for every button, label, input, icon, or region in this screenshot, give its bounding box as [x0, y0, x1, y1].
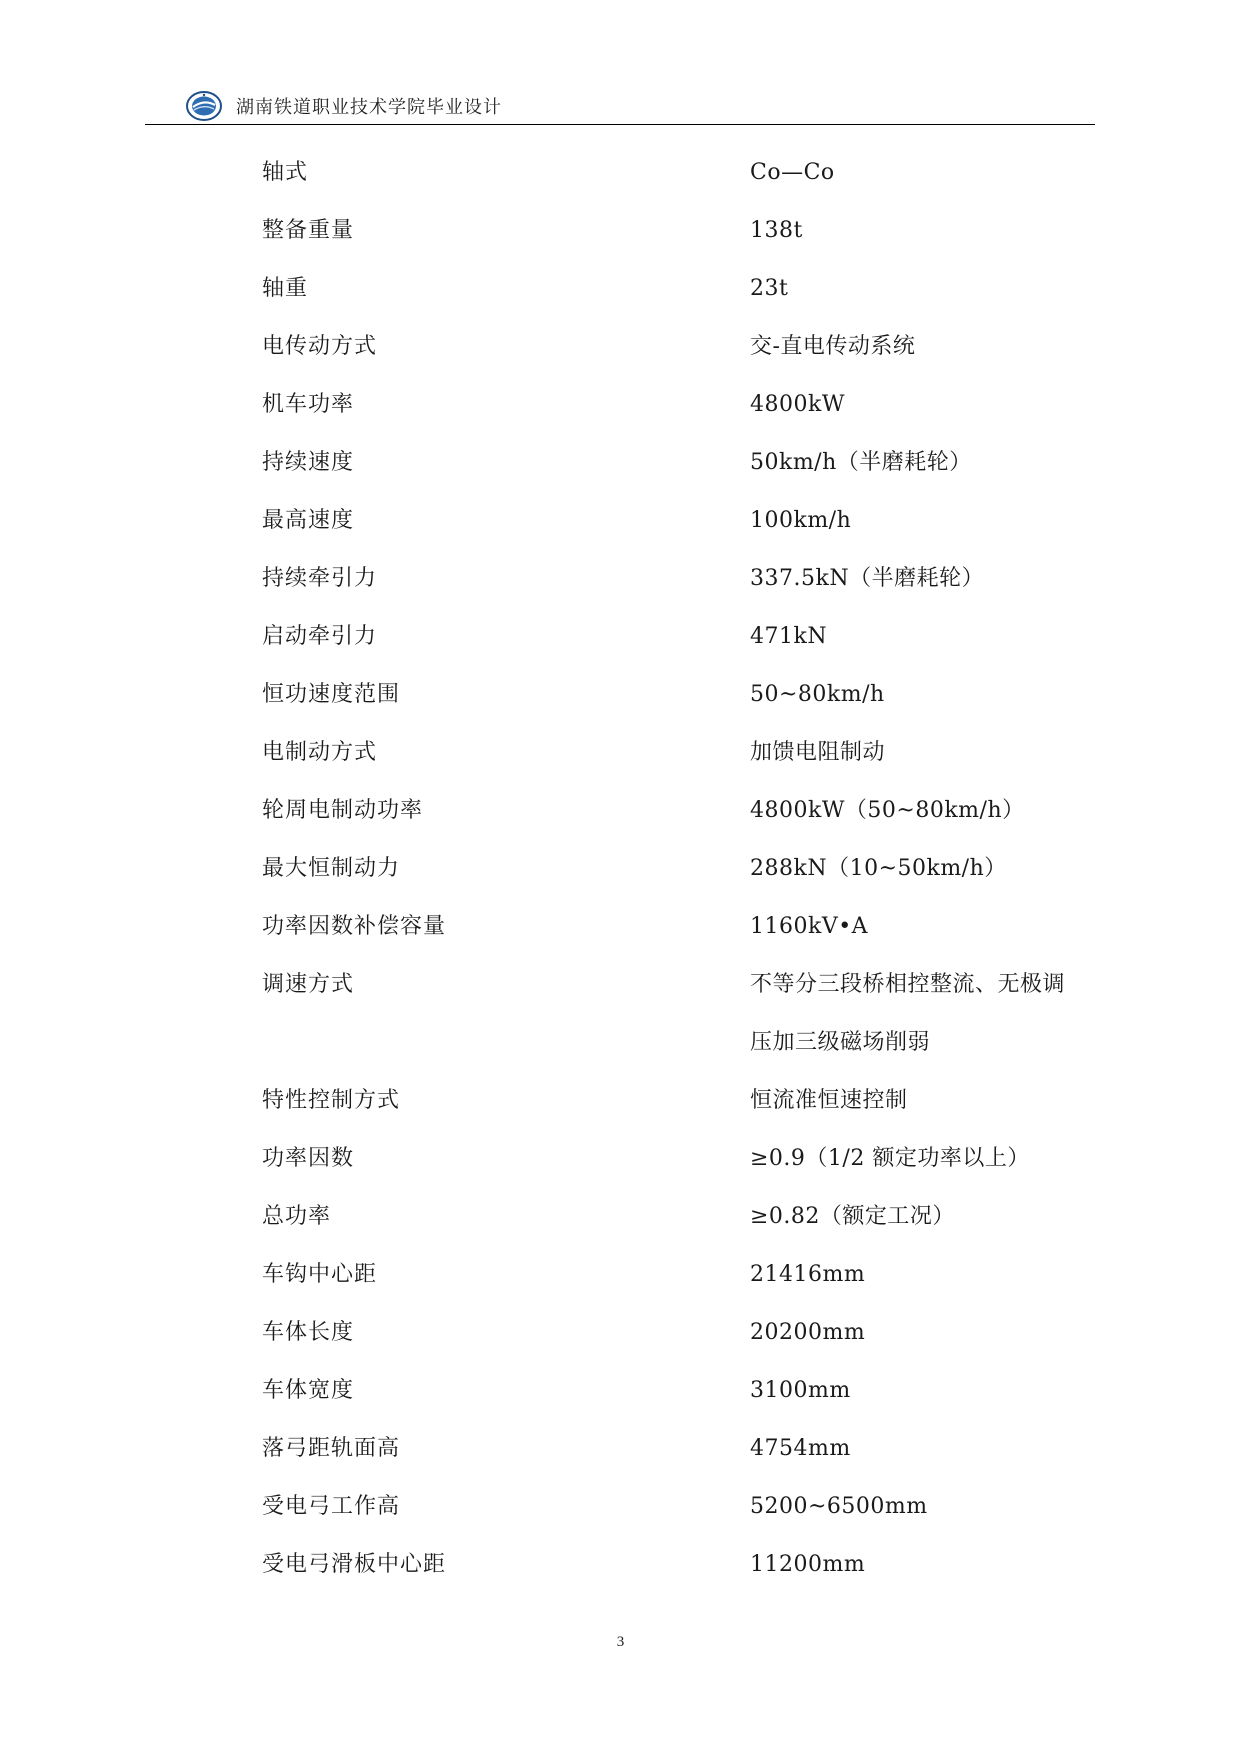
spec-row [262, 608, 1112, 666]
spec-row [262, 492, 1112, 550]
spec-name: 轴式 [262, 160, 309, 185]
spec-name: 车钩中心距 [262, 1262, 378, 1287]
spec-value: 4754mm [750, 1436, 851, 1461]
spec-name: 最高速度 [262, 508, 355, 533]
spec-value: Co—Co [750, 160, 835, 185]
spec-row [262, 318, 1112, 376]
spec-value: 压加三级磁场削弱 [750, 1030, 931, 1055]
spec-value: 20200mm [750, 1320, 866, 1345]
spec-name: 持续牵引力 [262, 566, 378, 591]
spec-value: 4800kW [750, 392, 845, 417]
spec-name: 电制动方式 [262, 740, 378, 765]
spec-name: 整备重量 [262, 218, 355, 243]
spec-name: 落弓距轨面高 [262, 1436, 401, 1461]
spec-value: 337.5kN（半磨耗轮） [750, 566, 985, 591]
spec-row [262, 376, 1112, 434]
spec-row [262, 724, 1112, 782]
spec-row [262, 1246, 1112, 1304]
spec-name: 调速方式 [262, 972, 355, 997]
spec-value: 50~80km/h [750, 682, 885, 707]
spec-row [262, 898, 1112, 956]
spec-name: 功率因数补偿容量 [262, 914, 447, 939]
spec-value: 23t [750, 276, 789, 301]
spec-row [262, 956, 1112, 1014]
spec-value: 138t [750, 218, 803, 243]
spec-value: 11200mm [750, 1552, 866, 1577]
header-divider [145, 124, 1095, 125]
spec-row [262, 260, 1112, 318]
spec-value: 471kN [750, 624, 828, 649]
spec-value: ≥0.9（1/2 额定功率以上） [750, 1146, 1030, 1171]
college-emblem-icon [186, 91, 222, 121]
spec-value: 1160kV•A [750, 914, 869, 939]
spec-row [262, 1478, 1112, 1536]
spec-value: 50km/h（半磨耗轮） [750, 450, 972, 475]
spec-name: 恒功速度范围 [262, 682, 401, 707]
spec-row [262, 1420, 1112, 1478]
spec-name: 机车功率 [262, 392, 355, 417]
spec-row [262, 144, 1112, 202]
spec-name: 总功率 [262, 1204, 332, 1229]
spec-row [262, 1072, 1112, 1130]
spec-value: ≥0.82（额定工况） [750, 1204, 955, 1229]
spec-value: 恒流准恒速控制 [750, 1088, 908, 1113]
spec-name: 持续速度 [262, 450, 355, 475]
spec-row [262, 1188, 1112, 1246]
spec-row [262, 1362, 1112, 1420]
spec-value: 不等分三段桥相控整流、无极调 [750, 972, 1066, 997]
spec-value: 3100mm [750, 1378, 851, 1403]
spec-name: 电传动方式 [262, 334, 378, 359]
spec-value: 100km/h [750, 508, 852, 533]
page-number: 3 [616, 1634, 625, 1650]
spec-name: 车体宽度 [262, 1378, 355, 1403]
spec-value: 交-直电传动系统 [750, 334, 916, 359]
spec-value: 288kN（10~50km/h） [750, 856, 1007, 881]
spec-name: 受电弓滑板中心距 [262, 1552, 447, 1577]
spec-row [262, 666, 1112, 724]
spec-name: 特性控制方式 [262, 1088, 401, 1113]
spec-list [262, 144, 1112, 1594]
spec-value: 5200~6500mm [750, 1494, 928, 1519]
spec-row [262, 1014, 1112, 1072]
spec-row [262, 202, 1112, 260]
spec-row [262, 550, 1112, 608]
spec-name: 轮周电制动功率 [262, 798, 424, 823]
spec-value: 21416mm [750, 1262, 866, 1287]
spec-row [262, 840, 1112, 898]
header-title: 湖南铁道职业技术学院毕业设计 [236, 97, 502, 118]
spec-name: 最大恒制动力 [262, 856, 401, 881]
spec-row [262, 1130, 1112, 1188]
spec-value: 加馈电阻制动 [750, 740, 886, 765]
spec-row [262, 1536, 1112, 1594]
spec-value: 4800kW（50~80km/h） [750, 798, 1025, 823]
spec-name: 受电弓工作高 [262, 1494, 401, 1519]
spec-name: 启动牵引力 [262, 624, 378, 649]
spec-row [262, 434, 1112, 492]
spec-row [262, 1304, 1112, 1362]
spec-name: 功率因数 [262, 1146, 355, 1171]
spec-name: 轴重 [262, 276, 309, 301]
spec-name: 车体长度 [262, 1320, 355, 1345]
spec-row [262, 782, 1112, 840]
page-header [186, 86, 502, 126]
